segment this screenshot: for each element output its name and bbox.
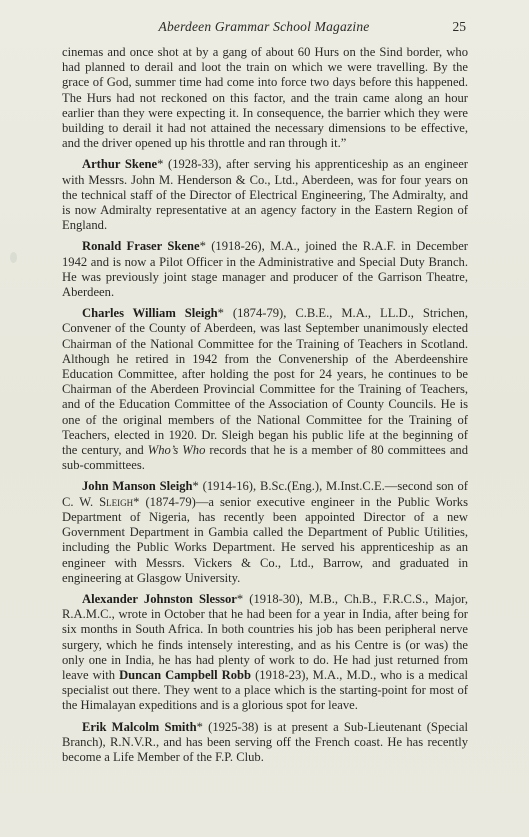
entry-text: * (1928-33), after serving his apprenticeship as an engineer with Messrs. John M. Henderson & Co., Ltd., Aberdeen, was for four years on the technical staff of the Director of Electrical Engineering, The Admiralty, and is now Admiralty representative at an agency factory in the Eastern Region of England. bbox=[62, 157, 468, 233]
person-name: Ronald Fraser Skene bbox=[82, 239, 200, 254]
paragraph-text: cinemas and once shot at by a gang of about 60 Hurs on the Sind border, who had planned to derail and loot the train on which we were travelling. By the grace of God, summer time had come into force two days before this happened. The Hurs had not reckoned on this factor, and the train came along an hour earlier than they were expecting it. In consequence, the barrier which they were building to derail it had not attained the necessary dimensions to be effective, and the driver opened up his throttle and ran through it.” bbox=[62, 45, 468, 151]
running-title: Aberdeen Grammar School Magazine bbox=[158, 19, 370, 34]
paragraph-continuation bbox=[62, 45, 468, 151]
person-name-secondary: Duncan Campbell Robb bbox=[119, 667, 252, 682]
entry-text: * (1918-26), M.A., joined the R.A.F. in December 1942 and is now a Pilot Officer in the Administrative and Special Duty Branch. He was previously joint stage manager and producer of the Garrison Theatre, Aberdeen. bbox=[62, 239, 469, 300]
person-name: John Manson Sleigh bbox=[82, 479, 193, 494]
entry-text: (1918-23), M.A., M.D., who is a medical specialist out there. They went to a place which is the starting-point for most of the Himalayan expeditions and is a glorious spot for leave. bbox=[62, 667, 468, 713]
entry-text: * (1918-30), M.B., Ch.B., F.R.C.S., Major, R.A.M.C., wrote in October that he had been for a year in India, after being for six months in South Africa. In both countries his job has been peripheral nerve surgery, which he finds intensely interesting, and as his Centre is (or was) the only one in India, he has had plenty of work to do. He had just returned from leave with bbox=[62, 591, 468, 682]
entry-ronald-fraser-skene bbox=[62, 239, 468, 300]
person-name: Alexander Johnston Slessor bbox=[82, 591, 237, 606]
page-header bbox=[62, 19, 466, 39]
entry-erik-malcolm-smith bbox=[62, 720, 468, 766]
entry-text: * (1914-16), B.Sc.(Eng.), M.Inst.C.E.—second son of C. W. bbox=[62, 479, 468, 509]
entry-text: records that he is a member of 80 committees and sub-committees. bbox=[62, 443, 469, 473]
smallcaps-name: Sleigh bbox=[99, 494, 134, 509]
entry-john-manson-sleigh bbox=[62, 479, 468, 585]
entry-alexander-johnston-slessor bbox=[62, 592, 468, 714]
italic-title: Who’s Who bbox=[147, 443, 206, 458]
person-name: Arthur Skene bbox=[82, 157, 158, 172]
entry-text: * (1925-38) is at present a Sub-Lieutenant (Special Branch), R.N.V.R., and has been serving off the French coast. He has recently become a Life Member of the F.P. Club. bbox=[62, 719, 469, 764]
entry-text: * (1874-79)—a senior executive engineer in the Public Works Department of Nigeria, has recently been appointed Director of a new Government Department in Gambia called the Department of Public Utilities, including the Public Works Department. He served his apprenticeship as an engineer with Messrs. Vickers & Co., Ltd., Barrow, and graduated in engineering at Glasgow University. bbox=[62, 494, 468, 585]
paper-stain bbox=[10, 252, 17, 263]
entry-text: * (1874-79), C.B.E., M.A., LL.D., Strichen, Convener of the County of Aberdeen, was last September unanimously elected Chairman of the National Committee for the Training of Teachers in Scotland. Although he retired in 1942 from the Convenership of the Aberdeenshire Education Committee, after holding the post for 24 years, he continues to be Chairman of the Aberdeen Provincial Committee for the Training of Teachers, and of the Education Committee of the Association of County Councils. He is one of the original members of the National Committee for the Training of Teachers, elected in 1920. Dr. Sleigh began his public life at the beginning of the century, and bbox=[62, 306, 468, 458]
article-body bbox=[62, 45, 468, 771]
person-name: Erik Malcolm Smith bbox=[82, 719, 197, 734]
person-name: Charles William Sleigh bbox=[82, 306, 218, 321]
page-number: 25 bbox=[452, 19, 466, 34]
entry-charles-william-sleigh bbox=[62, 306, 468, 473]
entry-arthur-skene bbox=[62, 157, 468, 233]
